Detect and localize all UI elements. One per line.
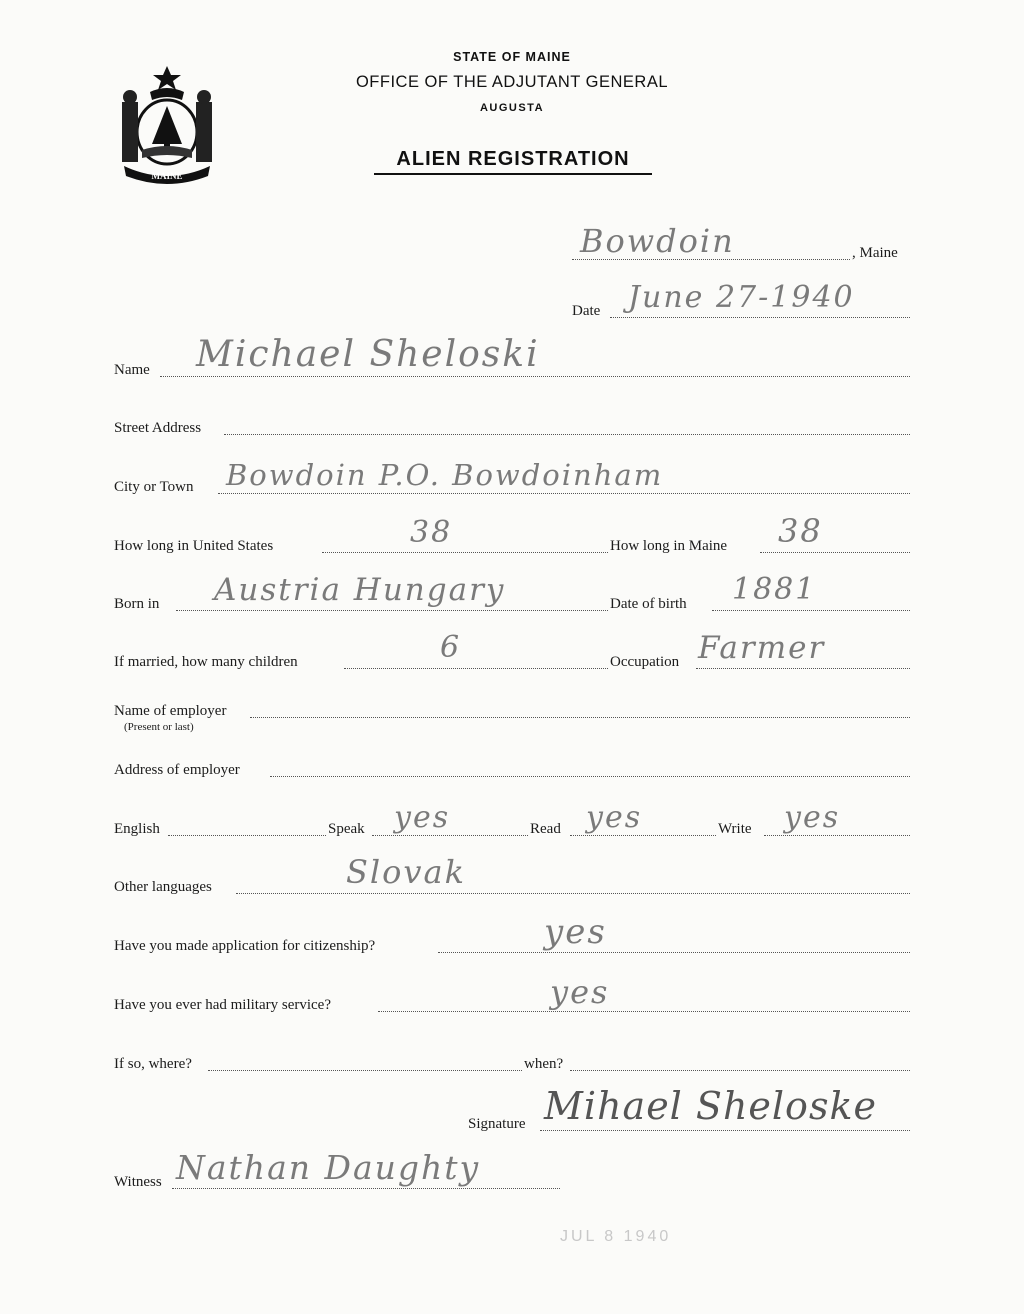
english-line <box>168 835 326 836</box>
citizenship-value: yes <box>544 912 607 952</box>
born-in-line <box>176 610 608 611</box>
street-address-label: Street Address <box>114 420 202 436</box>
date-value: June 27-1940 <box>628 280 855 315</box>
how-long-us-label: How long in United States <box>114 538 274 554</box>
how-long-maine-label: How long in Maine <box>610 538 728 554</box>
city-line <box>218 493 910 494</box>
employer-name-sublabel: (Present or last) <box>124 721 194 733</box>
maine-label: , Maine <box>852 245 898 261</box>
where-line <box>208 1070 522 1071</box>
signature-value: Mihael Sheloske <box>544 1084 877 1128</box>
read-label: Read <box>530 821 561 837</box>
other-languages-line <box>236 893 910 894</box>
how-long-us-line <box>322 552 608 553</box>
place-value: Bowdoin <box>580 222 735 260</box>
how-long-maine-line <box>760 552 910 553</box>
english-label: English <box>114 821 160 837</box>
date-label: Date <box>572 303 601 319</box>
military-line <box>378 1011 910 1012</box>
employer-address-line <box>270 776 910 777</box>
speak-line <box>372 835 528 836</box>
where-label: If so, where? <box>114 1056 192 1072</box>
city-label: City or Town <box>114 479 194 495</box>
header-office: OFFICE OF THE ADJUTANT GENERAL <box>355 73 669 91</box>
date-of-birth-line <box>712 610 910 611</box>
speak-label: Speak <box>328 821 365 837</box>
employer-name-label: Name of employer <box>114 703 227 719</box>
date-of-birth-value: 1881 <box>732 572 817 607</box>
employer-address-label: Address of employer <box>114 762 240 778</box>
header-state: STATE OF MAINE <box>453 50 571 64</box>
born-in-value: Austria Hungary <box>214 572 506 608</box>
header-city: AUGUSTA <box>479 102 545 114</box>
name-label: Name <box>114 362 150 378</box>
children-line <box>344 668 608 669</box>
occupation-line <box>696 668 910 669</box>
occupation-value: Farmer <box>698 630 826 666</box>
signature-line <box>540 1130 910 1131</box>
occupation-label: Occupation <box>610 654 680 670</box>
when-line <box>570 1070 910 1071</box>
read-line <box>570 835 716 836</box>
employer-name-line <box>250 717 910 718</box>
date-of-birth-label: Date of birth <box>610 596 687 612</box>
how-long-maine-value: 38 <box>778 512 823 550</box>
children-value: 6 <box>440 630 462 665</box>
other-languages-label: Other languages <box>114 879 212 895</box>
witness-value: Nathan Daughty <box>176 1148 481 1187</box>
city-value: Bowdoin P.O. Bowdoinham <box>226 458 664 492</box>
speak-value: yes <box>394 800 451 835</box>
name-line <box>160 376 910 377</box>
citizenship-label: Have you made application for citizenship? <box>114 938 376 954</box>
seal-text: MAINE <box>151 171 183 181</box>
witness-line <box>172 1188 560 1189</box>
citizenship-line <box>438 952 910 953</box>
write-value: yes <box>784 800 841 835</box>
name-value: Michael Sheloski <box>196 334 540 375</box>
write-label: Write <box>718 821 752 837</box>
signature-label: Signature <box>468 1116 526 1132</box>
date-line <box>610 317 910 318</box>
write-line <box>764 835 910 836</box>
how-long-us-value: 38 <box>410 515 453 550</box>
received-stamp: JUL 8 1940 <box>560 1228 672 1245</box>
other-languages-value: Slovak <box>346 853 466 891</box>
witness-label: Witness <box>114 1174 162 1190</box>
street-address-line <box>224 434 910 435</box>
read-value: yes <box>586 800 643 835</box>
military-label: Have you ever had military service? <box>114 997 331 1013</box>
born-in-label: Born in <box>114 596 160 612</box>
when-label: when? <box>524 1056 564 1072</box>
form-title: ALIEN REGISTRATION <box>374 148 652 175</box>
children-label: If married, how many children <box>114 654 298 670</box>
military-value: yes <box>550 973 610 1011</box>
